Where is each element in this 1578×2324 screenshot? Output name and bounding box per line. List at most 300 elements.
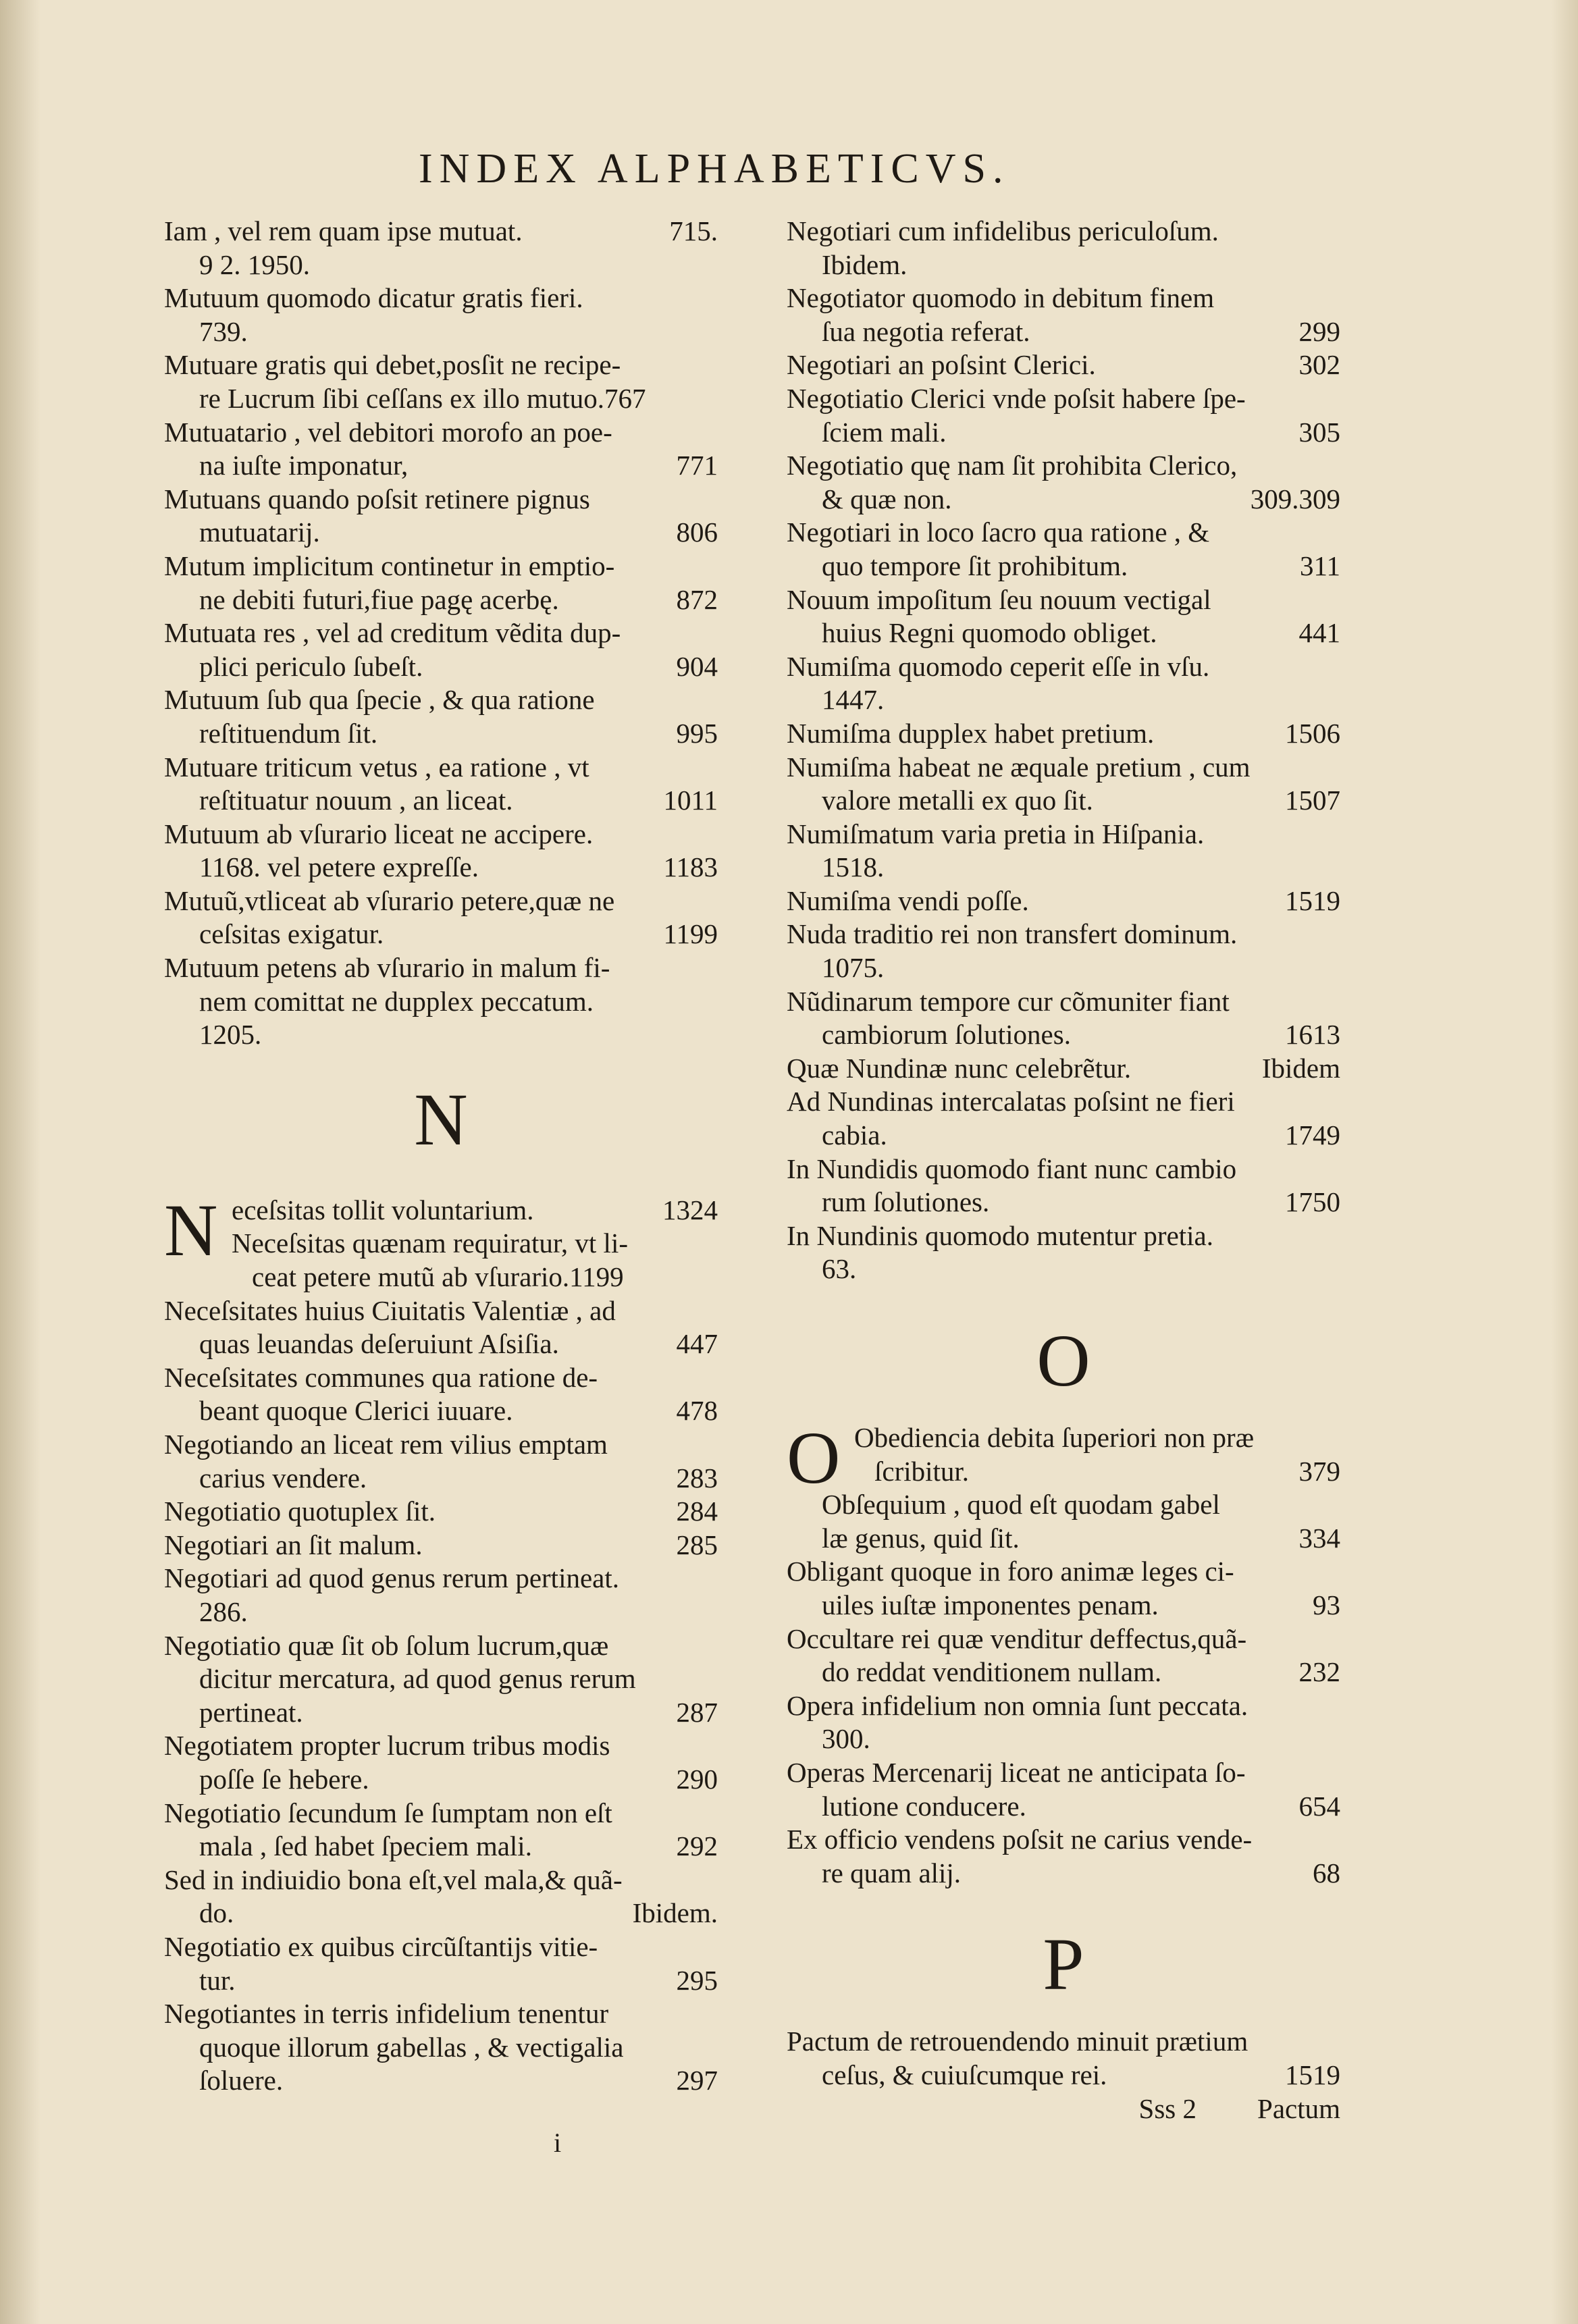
entry-text: plici periculo ſubeſt. [199,650,423,682]
index-entry [164,1495,718,1529]
page-reference: 1749 [1285,1119,1340,1151]
entry-line [787,583,1340,617]
entry-line [787,985,1340,1019]
entry-line [164,1797,718,1830]
entry-text: 1075. [822,952,885,984]
page-reference: 1507 [1285,785,1340,816]
index-entry [164,348,718,415]
page-reference: 447 [676,1328,718,1360]
entry-text: mala , ſed habet ſpeciem mali. [199,1830,532,1862]
page-reference: 305 [1298,416,1340,448]
entry-text: quas leuandas deſeruiunt Aſsiſia. [199,1328,559,1360]
page-reference: 1506 [1285,717,1340,749]
entry-line [787,1052,1340,1086]
page-reference: 715. [669,215,718,246]
entry-line [164,1428,718,1462]
entry-line [787,1589,1340,1622]
entry-line [164,1696,718,1730]
entry-text: Ibidem. [822,248,908,280]
entry-line [164,1529,718,1562]
entry-text: quoque illorum gabellas , & vectigalia [199,2031,624,2063]
entry-line [787,1186,1340,1219]
entry-line [164,884,718,918]
entry-line [232,1227,718,1261]
entry-text: valore metalli ex quo ſit. [822,785,1093,816]
entry-line [787,516,1340,550]
entry-text: Obſequium , quod eſt quodam gabel [822,1489,1220,1521]
page-reference: 297 [676,2065,718,2096]
entry-line [164,1997,718,2031]
entry-text: Negotiari an poſsint Clerici. [787,349,1096,381]
index-entry [787,1488,1340,1555]
page-reference: 806 [676,517,718,548]
entry-text: Mutuum petens ab vſurario in malum fi- [164,952,610,984]
index-entry [164,1294,718,1361]
section-letter-o: O [1036,1319,1090,1402]
entry-text: re Lucrum ſibi ceſſans ex illo mutuo.767 [199,382,646,414]
dropcap-n: N [164,1188,218,1271]
index-entry [787,2025,1340,2092]
entry-line [164,1930,718,1964]
entry-line [787,1252,1340,1286]
entry-line [854,1421,1340,1455]
entry-line [164,315,718,349]
entry-line [787,382,1340,416]
entry-line [787,1018,1340,1052]
page-reference: 309.309 [1250,483,1340,514]
entries-o [787,1488,1340,1890]
entry-text: Negotiando an liceat rem vilius emptam [164,1429,608,1460]
entry-line [164,583,718,617]
page-reference: 285 [676,1529,718,1560]
entry-text: Nuda traditio rei non transfert dominum. [787,918,1238,950]
entry-line [164,2031,718,2065]
index-entry [787,985,1340,1052]
entry-text: Mutuans quando poſsit retinere pignus [164,483,590,514]
index-entry [164,1562,718,1629]
entry-text: Pactum de retrouendendo minuit prætium [787,2026,1248,2057]
page-reference: 68 [1313,1857,1340,1889]
entry-text: carius vendere. [199,1462,367,1494]
index-entry [787,1622,1340,1689]
entry-line [787,784,1340,818]
index-entry [787,382,1340,449]
page-reference: 93 [1313,1589,1340,1620]
index-entry [787,818,1340,884]
page-reference: 1613 [1285,1019,1340,1051]
entry-text: ceat petere mutũ ab vſurario.1199 [252,1261,624,1293]
entry-text: reſtituatur nouum , an liceat. [199,785,513,816]
page-reference: 283 [676,1462,718,1494]
entry-text: huius Regni quomodo obliget. [822,617,1157,649]
page-reference: 295 [676,1964,718,1996]
entry-text: Negotiatio quę nam ſit prohibita Clerico, [787,450,1238,481]
entries-n [164,1294,718,2098]
page-gutter-shadow [0,0,41,2324]
entry-line [787,918,1340,951]
index-entry [787,1823,1340,1890]
entry-line [164,717,718,751]
index-entry [787,884,1340,918]
foot-mark: i [554,2128,562,2158]
entry-line [787,1656,1340,1689]
entry-line [164,282,718,315]
entry-text: Mutum implicitum continetur in emptio- [164,550,615,581]
entry-line [164,1964,718,1998]
entry-line [164,348,718,382]
index-entry [787,348,1340,382]
entry-text: beant quoque Clerici iuuare. [199,1395,513,1427]
index-entry [787,1085,1340,1152]
entry-line [232,1194,718,1227]
entry-line [164,784,718,818]
entry-text: Mutuum quomodo dicatur gratis fieri. [164,282,583,314]
page-right-edge [1551,0,1578,2324]
index-entry [164,1864,718,1930]
entry-text: ſcribitur. [874,1455,970,1487]
entry-line [164,918,718,951]
page-reference: 995 [676,717,718,749]
entry-line [787,1555,1340,1589]
entry-line [787,1622,1340,1656]
entry-text: pertineat. [199,1696,303,1728]
entry-text: Ad Nundinas intercalatas poſsint ne fieri [787,1086,1235,1117]
index-entry [787,215,1340,282]
index-entry [787,449,1340,516]
index-entry [164,483,718,550]
entry-line [164,616,718,650]
entry-line [787,818,1340,851]
entry-text: Negotiatio ex quibus circũſtantijs vitie- [164,1930,598,1962]
index-entry [787,1756,1340,1823]
index-entry [164,1729,718,1796]
entry-line [787,2059,1340,2092]
entry-text: ſua negotia referat. [822,315,1030,347]
index-entry [164,683,718,750]
entry-line [787,1722,1340,1756]
entry-line [164,1662,718,1696]
index-entry [787,1689,1340,1756]
signature-mark: Sss 2 [1138,2092,1197,2124]
entry-text: 739. [199,315,248,347]
index-entry [164,951,718,1052]
entry-text: Mutuum ab vſurario liceat ne accipere. [164,818,594,849]
entry-line [164,1729,718,1763]
entry-line [787,751,1340,785]
entry-line [787,2025,1340,2059]
entry-text: Numiſma habeat ne æquale pretium , cum [787,751,1251,783]
entry-line [787,1153,1340,1186]
page-reference: 872 [676,583,718,615]
index-entry [164,1361,718,1428]
entry-text: Neceſsitas quænam requiratur, vt li- [232,1227,628,1259]
page-reference: 311 [1300,550,1340,581]
entry-text: Numiſmatum varia pretia in Hiſpania. [787,818,1205,849]
page-header: INDEX ALPHABETICVS. [419,146,1010,192]
entry-line [164,1495,718,1529]
entry-line [787,951,1340,985]
entries-m [164,215,718,1052]
index-entry [164,1930,718,1997]
entry-text: Operas Mercenarij liceat ne anticipata ſo- [787,1756,1246,1788]
entry-text: Quæ Nundinæ nunc celebrẽtur. [787,1052,1132,1084]
index-entry [787,751,1340,818]
index-entry [164,1997,718,2098]
entry-text: & quæ non. [822,483,952,514]
entry-line [787,348,1340,382]
section-letter-p: P [1043,1923,1084,2006]
entry-text: Ex officio vendens poſsit ne carius vende- [787,1824,1253,1855]
entry-line [164,1864,718,1897]
entry-text: Negotiatio quotuplex ſit. [164,1496,436,1527]
entry-line [164,1018,718,1052]
entry-text: Sed in indiuidio bona eſt,vel mala,& quã- [164,1864,623,1895]
entry-text: Mutuare gratis qui debet,posſit ne recipe- [164,349,621,381]
entry-line [787,1689,1340,1723]
entry-text: 300. [822,1723,870,1755]
entry-line [164,449,718,483]
entry-line [164,1595,718,1629]
page-reference: 299 [1298,315,1340,347]
entry-text: eceſsitas tollit voluntarium. [232,1194,534,1225]
entries-n-continued [787,215,1340,1286]
entry-text: ſciem mali. [822,416,947,448]
entry-line [787,1823,1340,1857]
index-entry [787,583,1340,650]
section-letter-n: N [414,1078,468,1161]
entry-text: Negotiari ad quod genus rerum pertineat. [164,1562,619,1594]
page-reference: 478 [676,1395,718,1427]
entry-line [164,550,718,583]
entry-text: Mutuata res , vel ad creditum vẽdita dup- [164,617,621,649]
page-reference: 379 [1298,1455,1340,1487]
entry-text: Negotiatio quæ ſit ob ſolum lucrum,quæ [164,1629,609,1661]
entry-text: Opera infidelium non omnia ſunt peccata. [787,1689,1248,1721]
index-entry [164,1529,718,1562]
entry-line [787,1488,1340,1522]
index-entry [787,1052,1340,1086]
entry-text: Numiſma vendi poſſe. [787,884,1029,916]
entry-line [164,248,718,282]
index-entry [787,1153,1340,1219]
entry-line [787,1790,1340,1824]
entry-text: Negotiatem propter lucrum tribus modis [164,1730,610,1762]
entry-text: 1205. [199,1019,262,1051]
entry-line [164,1394,718,1428]
entry-line [164,1327,718,1361]
entry-text: 1168. vel petere expreſſe. [199,851,479,883]
entry-text: tur. [199,1964,236,1996]
page-reference: Ibidem. [632,1897,718,1929]
dropcap-entry-o [787,1417,1340,1499]
entry-line [787,650,1340,684]
signature-line [787,2092,1340,2126]
page-reference: 771 [676,450,718,481]
entry-line [164,1763,718,1797]
index-entry [787,650,1340,717]
entry-line [787,315,1340,349]
entry-line [164,851,718,884]
index-entry [164,416,718,483]
entry-line [164,683,718,717]
index-entry [787,918,1340,984]
page-reference: 654 [1298,1790,1340,1822]
entry-line [164,1361,718,1395]
page-reference: 1519 [1285,2059,1340,2090]
entry-text: nem comittat ne dupplex peccatum. [199,985,594,1017]
entry-text: dicitur mercatura, ad quod genus rerum [199,1663,636,1695]
page-reference: 232 [1298,1656,1340,1688]
dropcap-entry-n [164,1188,718,1294]
entry-text: ceſus, & cuiuſcumque rei. [822,2059,1107,2090]
entry-text: Mutuare triticum vetus , ea ratione , vt [164,751,589,783]
entry-line [787,616,1340,650]
entry-line [787,483,1340,517]
entry-text: mutuatarij. [199,517,320,548]
entry-line [787,1085,1340,1119]
entry-line [164,1462,718,1496]
entry-line [787,884,1340,918]
entry-text: poſſe ſe hebere. [199,1763,369,1795]
entry-text: Negotiari an ſit malum. [164,1529,423,1560]
entry-text: na iuſte imponatur, [199,450,409,481]
entry-text: ceſsitas exigatur. [199,918,384,950]
entry-text: Negotiari in loco ſacro qua ratione , & [787,517,1210,548]
dropcap-o: O [787,1417,841,1499]
entry-text: uiles iuſtæ imponentes penam. [822,1589,1159,1620]
entry-line [164,483,718,517]
index-entry [787,282,1340,348]
entry-line [164,516,718,550]
index-entry [164,751,718,818]
catchword: Pactum [1257,2092,1340,2124]
page-reference: 441 [1298,617,1340,649]
entry-text: 63. [822,1253,857,1285]
page-reference: 287 [676,1696,718,1728]
entry-text: Obediencia debita ſuperiori non præ [854,1422,1255,1453]
entry-text: Mutuatario , vel debitori morofo an poe- [164,416,612,448]
index-entry [787,717,1340,751]
entry-line [787,449,1340,483]
entry-text: do. [199,1897,234,1929]
index-entry [164,282,718,348]
entry-line [164,1897,718,1930]
entry-text: rum ſolutiones. [822,1186,990,1218]
page-reference: 1519 [1285,884,1340,916]
entry-line [164,1294,718,1328]
entry-line [232,1261,718,1294]
entry-line [787,1119,1340,1153]
entry-line [787,550,1340,583]
entry-text: cabia. [822,1119,887,1151]
entry-text: ſoluere. [199,2065,284,2096]
page-reference: 1324 [662,1194,718,1225]
entry-line [164,818,718,851]
right-column [787,215,1340,2125]
entry-line [164,215,718,248]
entry-line [787,1756,1340,1790]
entry-text: Numiſma dupplex habet pretium. [787,717,1155,749]
entry-text: 286. [199,1595,248,1627]
entry-text: reſtituendum ſit. [199,717,378,749]
entry-text: Mutuum ſub qua ſpecie , & qua ratione [164,684,595,716]
page-reference: 904 [676,650,718,682]
page-reference: 284 [676,1496,718,1527]
entry-line [787,1219,1340,1253]
entry-text: cambiorum ſolutiones. [822,1019,1071,1051]
left-column [164,215,718,2098]
entry-text: In Nundinis quomodo mutentur pretia. [787,1219,1213,1251]
entry-text: Negotiari cum infidelibus periculoſum. [787,215,1219,246]
entry-text: lutione conducere. [822,1790,1026,1822]
entry-line [164,951,718,985]
entry-line [787,1522,1340,1556]
entry-line [787,215,1340,248]
page-reference: 290 [676,1763,718,1795]
entry-line [164,985,718,1019]
entry-line [164,1830,718,1864]
index-entry [164,818,718,884]
entry-text: 1447. [822,684,885,716]
entry-text: 9 2. 1950. [199,248,310,280]
entry-text: Negotiantes in terris infidelium tenentur [164,1998,609,2030]
page-reference: 1183 [663,851,718,883]
entry-line [787,416,1340,450]
entry-line [787,1857,1340,1891]
page-reference: 334 [1298,1522,1340,1554]
entry-text: Occultare rei quæ venditur deffectus,quã- [787,1622,1247,1654]
entry-text: Negotiatio Clerici vnde poſsit habere ſpe- [787,382,1246,414]
entry-line [787,282,1340,315]
entry-text: Negotiator quomodo in debitum finem [787,282,1215,314]
entry-line [787,851,1340,884]
entry-line [164,751,718,785]
entry-text: In Nundidis quomodo fiant nunc cambio [787,1153,1237,1184]
entry-text: Negotiatio ſecundum ſe ſumptam non eſt [164,1797,612,1828]
entry-line [854,1455,1340,1489]
entries-p [787,2025,1340,2092]
index-entry [164,884,718,951]
entry-line [164,650,718,684]
entry-line [164,1562,718,1595]
entry-text: Neceſsitates communes qua ratione de- [164,1361,598,1393]
entry-text: 1518. [822,851,885,883]
page-reference: 1199 [663,918,718,950]
index-entry [787,1555,1340,1622]
page-reference: Ibidem [1261,1052,1340,1084]
index-entry [164,215,718,282]
entry-text: do reddat venditionem nullam. [822,1656,1162,1688]
entry-line [164,1629,718,1663]
page-reference: 1750 [1285,1186,1340,1218]
entry-text: Iam , vel rem quam ipse mutuat. [164,215,523,246]
page-reference: 302 [1298,349,1340,381]
entry-text: Numiſma quomodo ceperit eſſe in vſu. [787,650,1210,682]
entry-text: Nũdinarum tempore cur cõmuniter fiant [787,985,1230,1017]
page-reference: 292 [676,1830,718,1862]
index-entry [164,1629,718,1730]
page-reference: 1011 [663,785,718,816]
entry-text: quo tempore ſit prohibitum. [822,550,1128,581]
index-entry [164,1797,718,1864]
entry-line [164,382,718,416]
entry-text: Mutuũ,vtliceat ab vſurario petere,quæ ne [164,884,615,916]
entry-line [787,248,1340,282]
entry-text: Nouum impoſitum ſeu nouum vectigal [787,583,1211,615]
index-entry [164,550,718,616]
entry-text: ne debiti futuri,fiue pagę acerbę. [199,583,559,615]
index-entry [787,516,1340,583]
